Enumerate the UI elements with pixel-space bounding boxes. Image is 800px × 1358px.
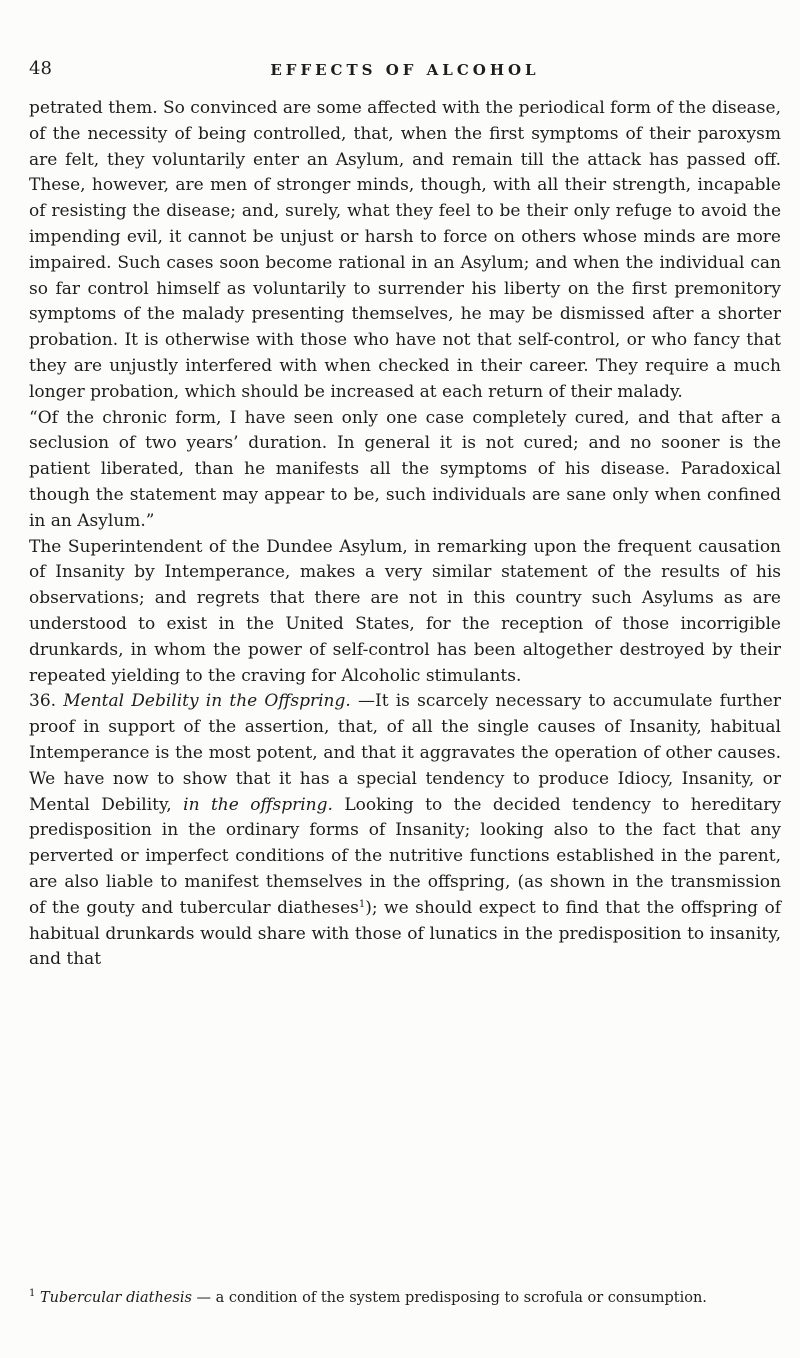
running-title: EFFECTS OF ALCOHOL <box>270 61 540 79</box>
section-text: It is scarcely necessary to accumulate further proof in support of the assertion, that, of all the single causes of Insanity, habitual Intemperance is the most potent, and that it aggravates the operation of other causes. We have now to show that it has a special tendency to produce Idiocy, Insanity, or Mental Debility, <box>29 691 781 815</box>
footnote-reference[interactable]: 1 <box>358 898 366 910</box>
section-text: ); we should expect to find that the offspring of habitual drunkards would share with those of lunatics in the predisposition to insanity, and that <box>29 897 781 970</box>
footnote-mark: 1 <box>29 1288 36 1299</box>
footnote <box>29 1288 781 1308</box>
page-number: 48 <box>29 58 52 79</box>
body-text <box>29 96 781 973</box>
paragraph: “Of the chronic form, I have seen only one case completely cured, and that after a seclusion of two years’ duration. In general it is not cured; and no sooner is the patient liberated, than he manifests all the symptoms of his disease. Paradoxical though the statement may appear to be, such individuals are sane only when confined in an Asylum.” <box>29 407 781 531</box>
footnote-term: Tubercular diathesis <box>39 1290 192 1306</box>
section-number: 36. <box>29 691 57 712</box>
footnote-definition: — a condition of the system predisposing to scrofula or consumption. <box>196 1290 707 1306</box>
section-italic-phrase: in the offspring. <box>183 794 333 815</box>
section-paragraph <box>29 689 781 973</box>
paragraph: petrated them. So convinced are some affected with the periodical form of the disease, of the necessity of being controlled, that, when the first symptoms of their paroxysm are felt, they voluntarily enter an Asylum, and remain till the attack has passed off. These, however, are men of stronger minds, though, with all their strength, incapable of resisting the disease; and, surely, what they feel to be their only refuge to avoid the impending evil, it cannot be unjust or harsh to force on others whose minds are more impaired. Such cases soon become rational in an Asylum; and when the individual can so far control himself as voluntarily to surrender his liberty on the first premonitory symptoms of the malady presenting themselves, he may be dismissed after a shorter probation. It is otherwise with those who have not that self-control, or who fancy that they are unjustly interfered with when checked in their career. They require a much longer probation, which should be increased at each return of their malady. <box>29 98 781 402</box>
section-heading: Mental Debility in the Offspring. <box>63 691 351 712</box>
running-head <box>29 58 781 88</box>
em-dash: — <box>358 691 375 712</box>
paragraph: The Superintendent of the Dundee Asylum, in remarking upon the frequent causation of Insanity by Intemperance, makes a very similar statement of the results of his observations; and regrets that there are not in this country such Asylums as are understood to exist in the United States, for the reception of those incorrigible drunkards, in whom the power of self-control has been altogether destroyed by their repeated yielding to the craving for Alcoholic stimulants. <box>29 536 781 686</box>
section-text: Looking to the decided tendency to hereditary predisposition in the ordinary forms of Insanity; looking also to the fact that any perverted or imperfect conditions of the nutritive functions established in the parent, are also liable to manifest themselves in the offspring, (as shown in the transmission of the gouty and tubercular diatheses <box>29 794 782 918</box>
